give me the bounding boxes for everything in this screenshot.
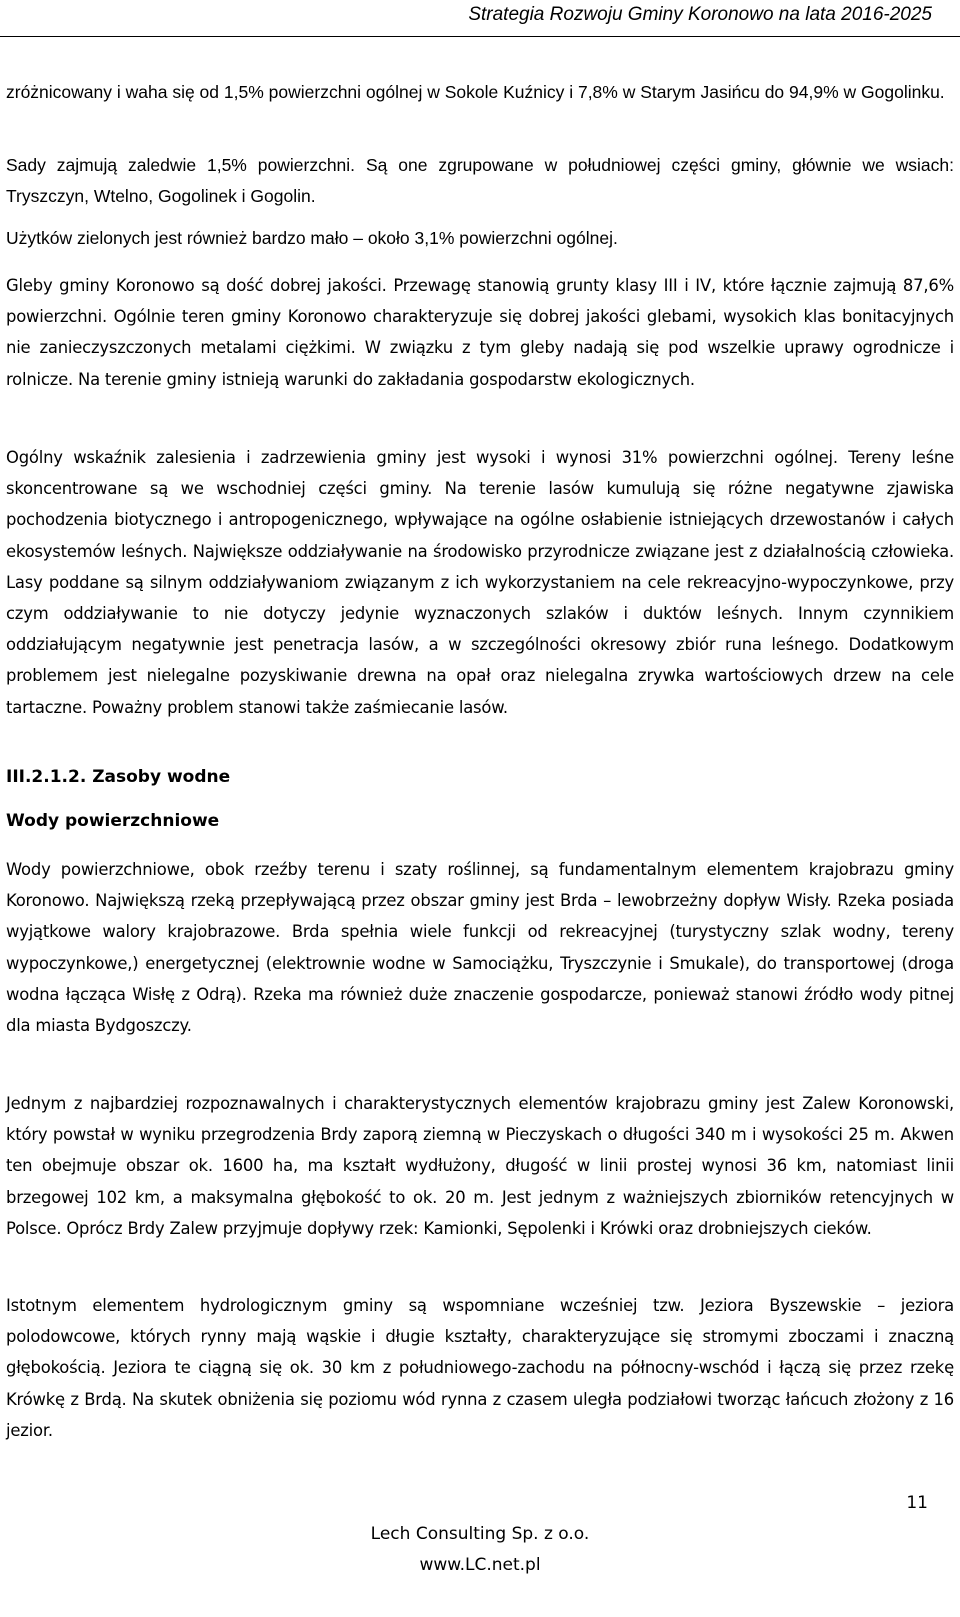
paragraph-zalew-koronowski: Jednym z najbardziej rozpoznawalnych i charakterystycznych elementów krajobrazu gminy jest Zalew Koronowski, który powstał w wyniku przegrodzenia Brdy zaporą ziemną w Pieczyskach o długości 340 m i wysokości 25 m. Akwen ten obejmuje obszar ok. 1600 ha, ma kształt wydłużony, długość w linii prostej wynosi 36 km, natomiast linii brzegowej 102 km, a maksymalna głębokość to ok. 20 m. Jest jednym z ważniejszych zbiorników retencyjnych w Polsce. Oprócz Brdy Zalew przyjmuje dopływy rzek: Kamionki, Sępolenki i Krówki oraz drobniejszych cieków. bbox=[6, 1094, 954, 1238]
header-title: Strategia Rozwoju Gminy Koronowo na lata 2016-2025 bbox=[468, 4, 932, 25]
paragraph-grassland: Użytków zielonych jest również bardzo mało – około 3,1% powierzchni ogólnej. bbox=[6, 228, 618, 248]
footer-company: Lech Consulting Sp. z o.o. bbox=[370, 1524, 590, 1544]
header-divider bbox=[0, 36, 960, 37]
paragraph-orchards: Sady zajmują zaledwie 1,5% powierzchni. Są one zgrupowane w południowej części gminy, głównie we wsiach: Tryszczyn, Wtelno, Gogolinek i Gogolin. bbox=[6, 155, 954, 206]
page-number: 11 bbox=[906, 1493, 928, 1513]
paragraph-forests: Ogólny wskaźnik zalesienia i zadrzewienia gminy jest wysoki i wynosi 31% powierzchni ogólnej. Tereny leśne skoncentrowane są we wschodniej części gminy. Na terenie lasów kumulują się różne negatywne zjawiska pochodzenia biotycznego i antropogenicznego, wpływające na ogólne osłabienie istniejących drzewostanów i całych ekosystemów leśnych. Największe oddziaływanie na środowisko przyrodnicze związane jest z działalnością człowieka. Lasy poddane są silnym oddziaływaniom związanym z ich wykorzystaniem na cele rekreacyjno-wypoczynkowe, przy czym oddziaływanie to nie dotyczy jedynie wyznaczonych szlaków i duktów leśnych. Innym czynnikiem oddziałującym negatywnie jest penetracja lasów, a w szczególności okresowy zbiór runa leśnego. Dodatkowym problemem jest nielegalne pozyskiwanie drewna na opał oraz nielegalna zrywka wartościowych drzew na cele tartaczne. Poważny problem stanowi także zaśmiecanie lasów. bbox=[6, 448, 954, 717]
paragraph-soils: Gleby gminy Koronowo są dość dobrej jakości. Przewagę stanowią grunty klasy III i IV, które łącznie zajmują 87,6% powierzchni. Ogólnie teren gminy Koronowo charakteryzuje się dobrej jakości glebami, wysokich klas bonitacyjnych nie zanieczyszczonych metalami ciężkimi. W związku z tym gleby nadają się pod wszelkie uprawy ogrodnicze i rolnicze. Na terenie gminy istnieją warunki do zakładania gospodarstw ekologicznych. bbox=[6, 276, 954, 389]
subsection-heading: Wody powierzchniowe bbox=[6, 811, 220, 831]
paragraph-land-use: zróżnicowany i waha się od 1,5% powierzchni ogólnej w Sokole Kuźnicy i 7,8% w Starym Jasińcu do 94,9% w Gogolinku. bbox=[6, 82, 945, 102]
section-heading: III.2.1.2. Zasoby wodne bbox=[6, 767, 231, 787]
paragraph-surface-waters: Wody powierzchniowe, obok rzeźby terenu i szaty roślinnej, są fundamentalnym elementem krajobrazu gminy Koronowo. Największą rzeką przepływającą przez obszar gminy jest Brda – lewobrzeżny dopływ Wisły. Rzeka posiada wyjątkowe walory krajobrazowe. Brda spełnia wiele funkcji od rekreacyjnej (turystyczny szlak wodny, tereny wypoczynkowe,) energetycznej (elektrownie wodne w Samociążku, Tryszczynie i Smukale), do transportowej (droga wodna łącząca Wisłę z Odrą). Rzeka ma również duże znaczenie gospodarcze, ponieważ stanowi źródło wody pitnej dla miasta Bydgoszczy. bbox=[6, 860, 954, 1036]
footer-website: www.LC.net.pl bbox=[419, 1555, 541, 1575]
paragraph-jeziora-byszewskie: Istotnym elementem hydrologicznym gminy są wspomniane wcześniej tzw. Jeziora Byszewskie – jeziora polodowcowe, których rynny mają wąskie i długie kształty, charakteryzujące się stromymi zboczami i znaczną głębokością. Jeziora te ciągną się ok. 30 km z południowego-zachodu na północny-wschód i łączą się przez rzekę Krówkę z Brdą. Na skutek obniżenia się poziomu wód rynna z czasem uległa podziałowi tworząc łańcuch złożony z 16 jezior. bbox=[6, 1296, 954, 1440]
